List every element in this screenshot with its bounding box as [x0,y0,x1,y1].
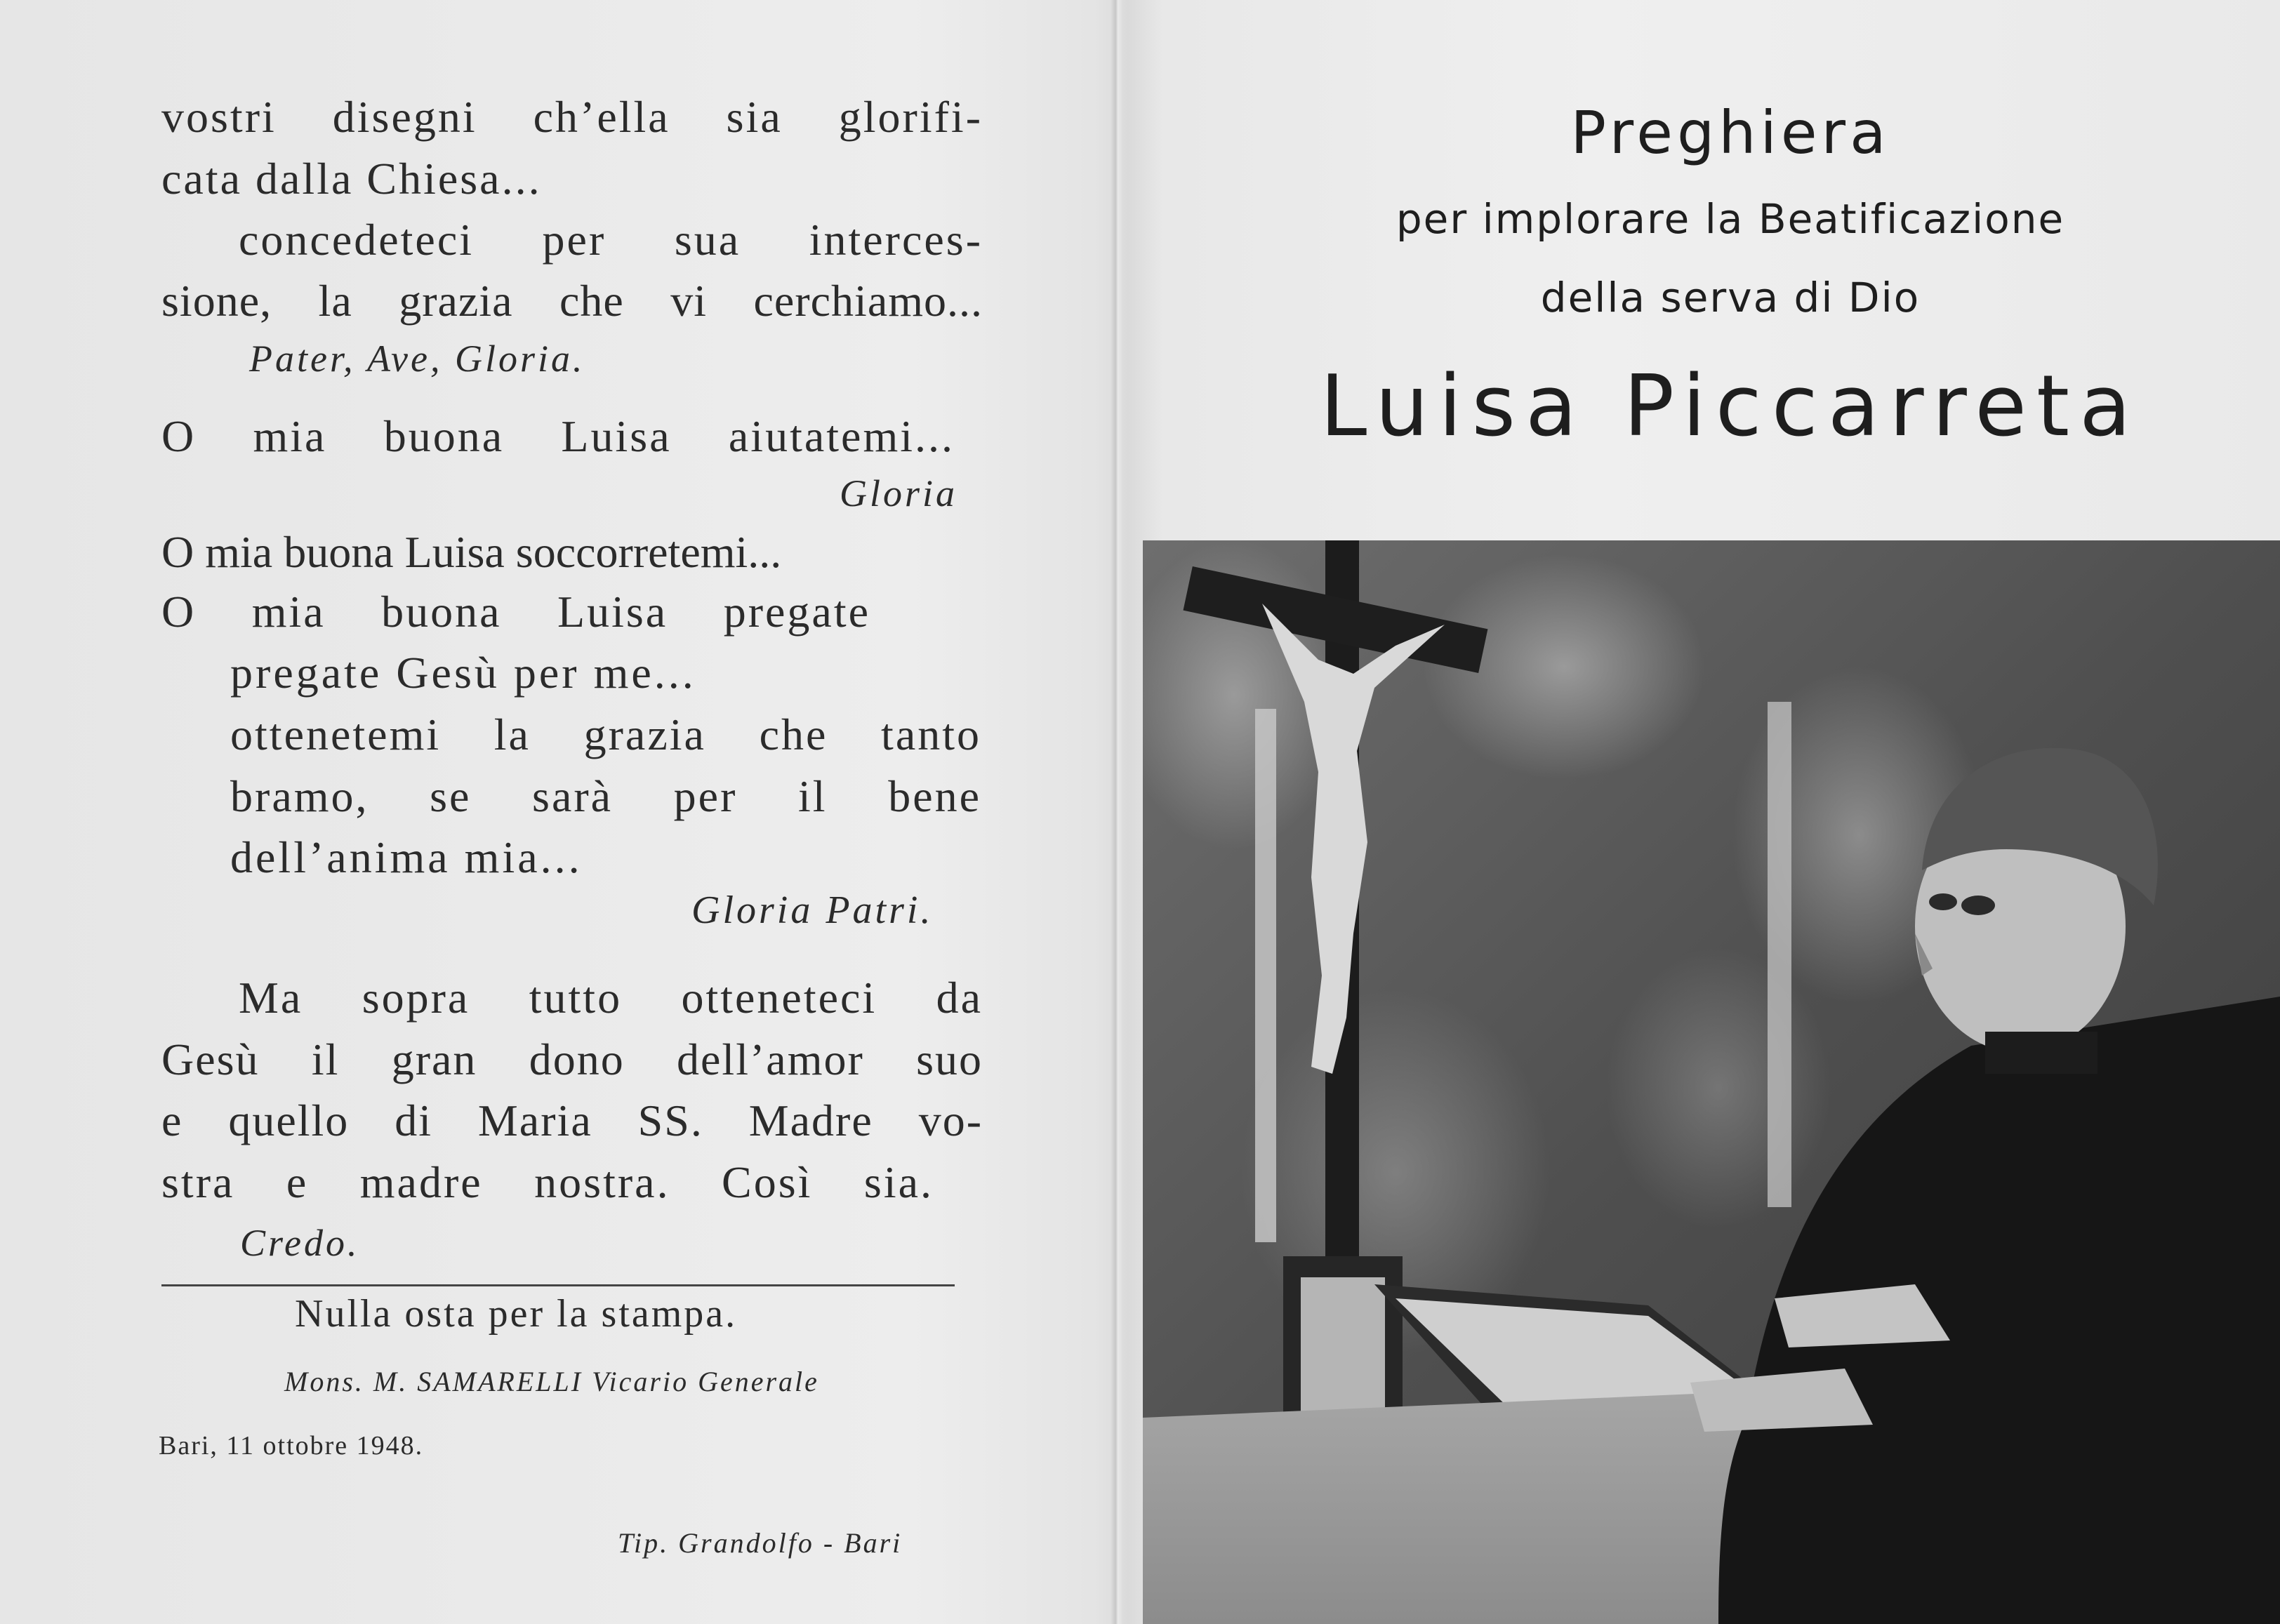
divider-rule [161,1284,955,1286]
signature-text: Mons. M. SAMARELLI Vicario Generale [284,1366,819,1397]
prayer-line-11: ottenetemi la grazia che tanto [230,710,981,759]
prayer-line-6: O mia buona Luisa aiutatemi... [161,411,955,461]
prayer-line-17: e quello di Maria SS. Madre vo- [161,1096,983,1145]
card-fold [1111,0,1123,1624]
prayer-line-8: O mia buona Luisa soccorretemi... [161,527,782,577]
imprimatur-text: Nulla osta per la stampa. [295,1292,738,1336]
prayer-line-3: concedeteci per sua interces- [239,215,983,265]
prayer-line-5: Pater, Ave, Gloria. [249,338,585,380]
prayer-line-2: cata dalla Chiesa... [161,154,542,204]
prayer-line-4: sione, la grazia che vi cerchiamo... [161,276,983,326]
card-subtitle-1: per implorare la Beatificazione [1396,195,2065,243]
prayer-line-16: Gesù il gran dono dell’amor suo [161,1034,983,1084]
prayer-line-15: Ma sopra tutto otteneteci da [239,973,983,1023]
date-text: Bari, 11 ottobre 1948. [159,1431,424,1460]
portrait-photo-image [1143,540,2280,1624]
prayer-line-10: pregate Gesù per me... [230,648,696,698]
portrait-photo [1143,540,2280,1624]
prayer-line-12: bramo, se sarà per il bene [230,771,981,821]
prayer-line-1: vostri disegni ch’ella sia glorifi- [161,92,983,142]
printer-text: Tip. Grandolfo - Bari [618,1527,903,1559]
card-subtitle-2: della serva di Dio [1540,274,1921,321]
prayer-line-9: O mia buona Luisa pregate [161,587,870,637]
prayer-line-18: stra e madre nostra. Così sia. [161,1157,934,1207]
prayer-line-14: Gloria Patri. [691,888,934,932]
card-title: Preghiera [1570,98,1890,167]
person-name: Luisa Piccarreta [1320,358,2141,455]
prayer-line-13: dell’anima mia... [230,832,583,882]
prayer-line-19: Credo. [240,1222,360,1264]
prayer-line-7: Gloria [840,472,958,514]
